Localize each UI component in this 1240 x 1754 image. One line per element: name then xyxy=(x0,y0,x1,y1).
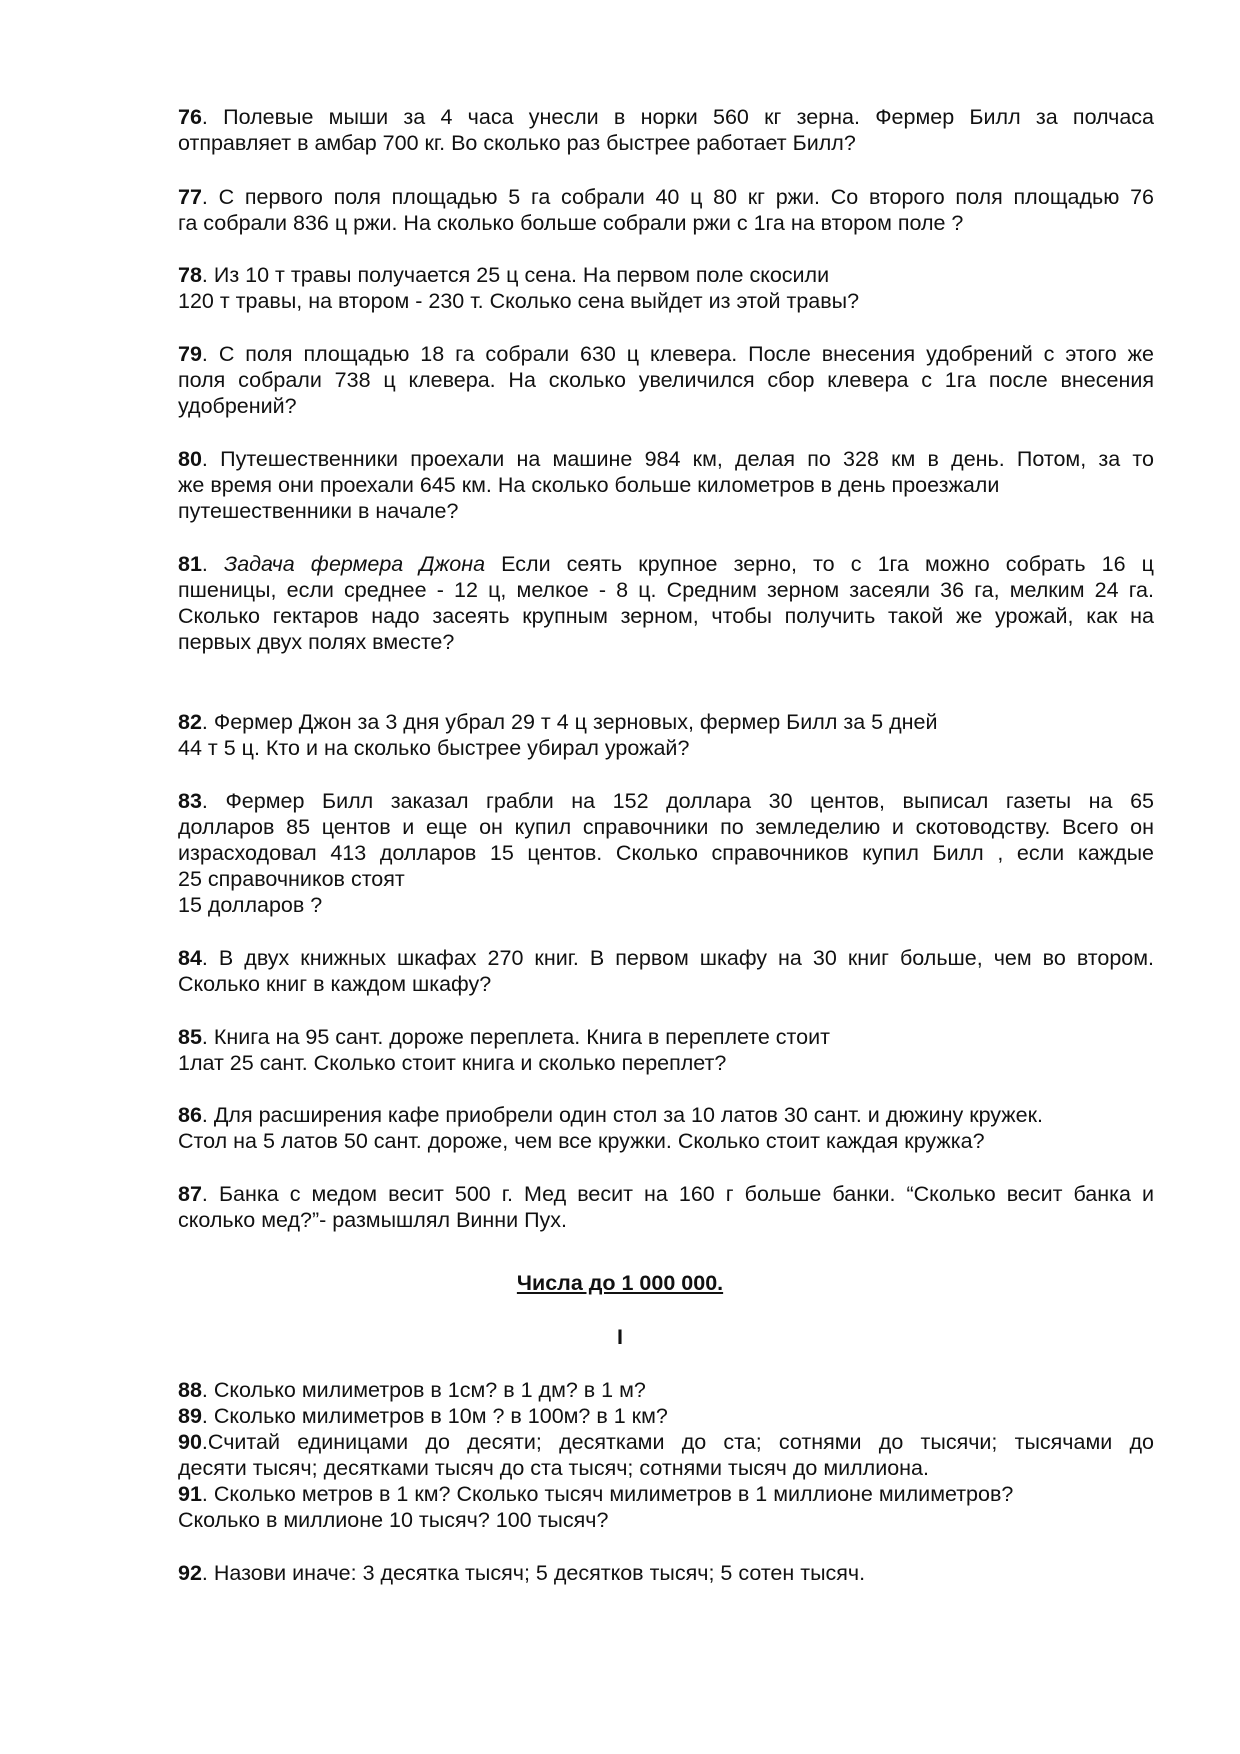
problem-90-number: 90 xyxy=(178,1430,202,1454)
problem-90-line-2: десяти тысяч; десятками тысяч до ста тысяч; сотнями тысяч до миллиона. xyxy=(178,1456,929,1480)
problem-83-line-5: 15 долларов ? xyxy=(178,893,323,917)
problem-92-line-1: 92. Назови иначе: 3 десятка тысяч; 5 десятков тысяч; 5 сотен тысяч. xyxy=(178,1561,866,1585)
problem-80-line-2: же время они проехали 645 км. На сколько больше километров в день проезжали xyxy=(178,473,1000,497)
problem-91-line-1: 91. Сколько метров в 1 км? Сколько тысяч милиметров в 1 миллионе милиметров? xyxy=(178,1482,1014,1506)
section-title: Числа до 1 000 000. xyxy=(516,1271,724,1295)
problem-90-line-1: 90.Считай единицами до десяти; десятками до ста; сотнями до тысячи; тысячами до xyxy=(178,1430,1154,1454)
problem-82-line-2: 44 т 5 ц. Кто и на сколько быстрее убирал урожай? xyxy=(178,736,690,760)
problem-84-line-2: Сколько книг в каждом шкафу? xyxy=(178,972,492,996)
problem-92-number: 92 xyxy=(178,1561,202,1585)
problem-80-number: 80 xyxy=(178,447,202,471)
problem-86-line-2: Стол на 5 латов 50 сант. дороже, чем все кружки. Сколько стоит каждая кружка? xyxy=(178,1129,985,1153)
problem-80-line-1: 80. Путешественники проехали на машине 984 км, делая по 328 км в день. Потом, за то xyxy=(178,447,1154,471)
problem-85-line-1: 85. Книга на 95 сант. дороже переплета. Книга в переплете стоит xyxy=(178,1025,830,1049)
problem-91-line-2: Сколько в миллионе 10 тысяч? 100 тысяч? xyxy=(178,1508,609,1532)
problem-87-line-1: 87. Банка с медом весит 500 г. Мед весит на 160 г больше банки. “Сколько весит банка и xyxy=(178,1182,1154,1206)
problem-81-line-1: 81. Задача фермера Джона Если сеять крупное зерно, то с 1га можно собрать 16 ц xyxy=(178,552,1154,576)
problem-84-number: 84 xyxy=(178,946,202,970)
problem-81-number: 81 xyxy=(178,552,202,576)
problem-80-line-3: путешественники в начале? xyxy=(178,499,459,523)
problem-91-number: 91 xyxy=(178,1482,202,1506)
problem-83-line-1: 83. Фермер Билл заказал грабли на 152 доллара 30 центов, выписал газеты на 65 xyxy=(178,789,1154,813)
problem-78-line-1: 78. Из 10 т травы получается 25 ц сена. На первом поле скосили xyxy=(178,263,830,287)
problem-86-number: 86 xyxy=(178,1103,202,1127)
problem-76-line-1: 76. Полевые мыши за 4 часа унесли в норки 560 кг зерна. Фермер Билл за полчаса xyxy=(178,105,1154,129)
problem-88-line-1: 88. Сколько милиметров в 1см? в 1 дм? в 1 м? xyxy=(178,1378,646,1402)
problem-79-line-2: поля собрали 738 ц клевера. На сколько увеличился сбор клевера с 1га после внесения xyxy=(178,368,1154,392)
problem-83-line-4: 25 справочников стоят xyxy=(178,867,405,891)
problem-82-number: 82 xyxy=(178,710,202,734)
problem-86-line-1: 86. Для расширения кафе приобрели один стол за 10 латов 30 сант. и дюжину кружек. xyxy=(178,1103,1044,1127)
problem-77-number: 77 xyxy=(178,185,202,209)
problem-84-line-1: 84. В двух книжных шкафах 270 книг. В первом шкафу на 30 книг больше, чем во втором. xyxy=(178,946,1154,970)
problem-78-line-2: 120 т травы, на втором - 230 т. Сколько сена выйдет из этой травы? xyxy=(178,289,860,313)
problem-83-line-3: израсходовал 413 долларов 15 центов. Сколько справочников купил Билл , если каждые xyxy=(178,841,1154,865)
problem-85-line-2: 1лат 25 сант. Сколько стоит книга и сколько переплет? xyxy=(178,1051,727,1075)
problem-76-line-2: отправляет в амбар 700 кг. Во сколько раз быстрее работает Билл? xyxy=(178,131,856,155)
problem-87-line-2: сколько мед?”- размышлял Винни Пух. xyxy=(178,1208,567,1232)
problem-76-number: 76 xyxy=(178,105,202,129)
problem-79-line-3: удобрений? xyxy=(178,394,297,418)
problem-88-number: 88 xyxy=(178,1378,202,1402)
problem-78-number: 78 xyxy=(178,263,202,287)
problem-81-line-2: пшеницы, если среднее - 12 ц, мелкое - 8 ц. Средним зерном засеяли 36 га, мелким 24 га. xyxy=(178,578,1154,602)
problem-87-number: 87 xyxy=(178,1182,202,1206)
problem-81-title: Задача фермера Джона xyxy=(224,552,486,576)
problem-77-line-2: га собрали 836 ц ржи. На сколько больше собрали ржи с 1га на втором поле ? xyxy=(178,211,964,235)
problem-85-number: 85 xyxy=(178,1025,202,1049)
problem-83-line-2: долларов 85 центов и еще он купил справочники по земледелию и скотоводству. Всего он xyxy=(178,815,1154,839)
problem-83-number: 83 xyxy=(178,789,202,813)
problem-81-line-3: Сколько гектаров надо засеять крупным зерном, чтобы получить такой же урожай, как на xyxy=(178,604,1154,628)
problem-89-number: 89 xyxy=(178,1404,202,1428)
problem-79-line-1: 79. С поля площадью 18 га собрали 630 ц клевера. После внесения удобрений с этого же xyxy=(178,342,1154,366)
problem-81-line-4: первых двух полях вместе? xyxy=(178,630,455,654)
problem-79-number: 79 xyxy=(178,342,202,366)
problem-89-line-1: 89. Сколько милиметров в 10м ? в 100м? в 1 км? xyxy=(178,1404,668,1428)
problem-77-line-1: 77. С первого поля площадью 5 га собрали 40 ц 80 кг ржи. Со второго поля площадью 76 xyxy=(178,185,1154,209)
problem-82-line-1: 82. Фермер Джон за 3 дня убрал 29 т 4 ц зерновых, фермер Билл за 5 дней xyxy=(178,710,938,734)
section-roman-numeral: I xyxy=(617,1325,623,1349)
